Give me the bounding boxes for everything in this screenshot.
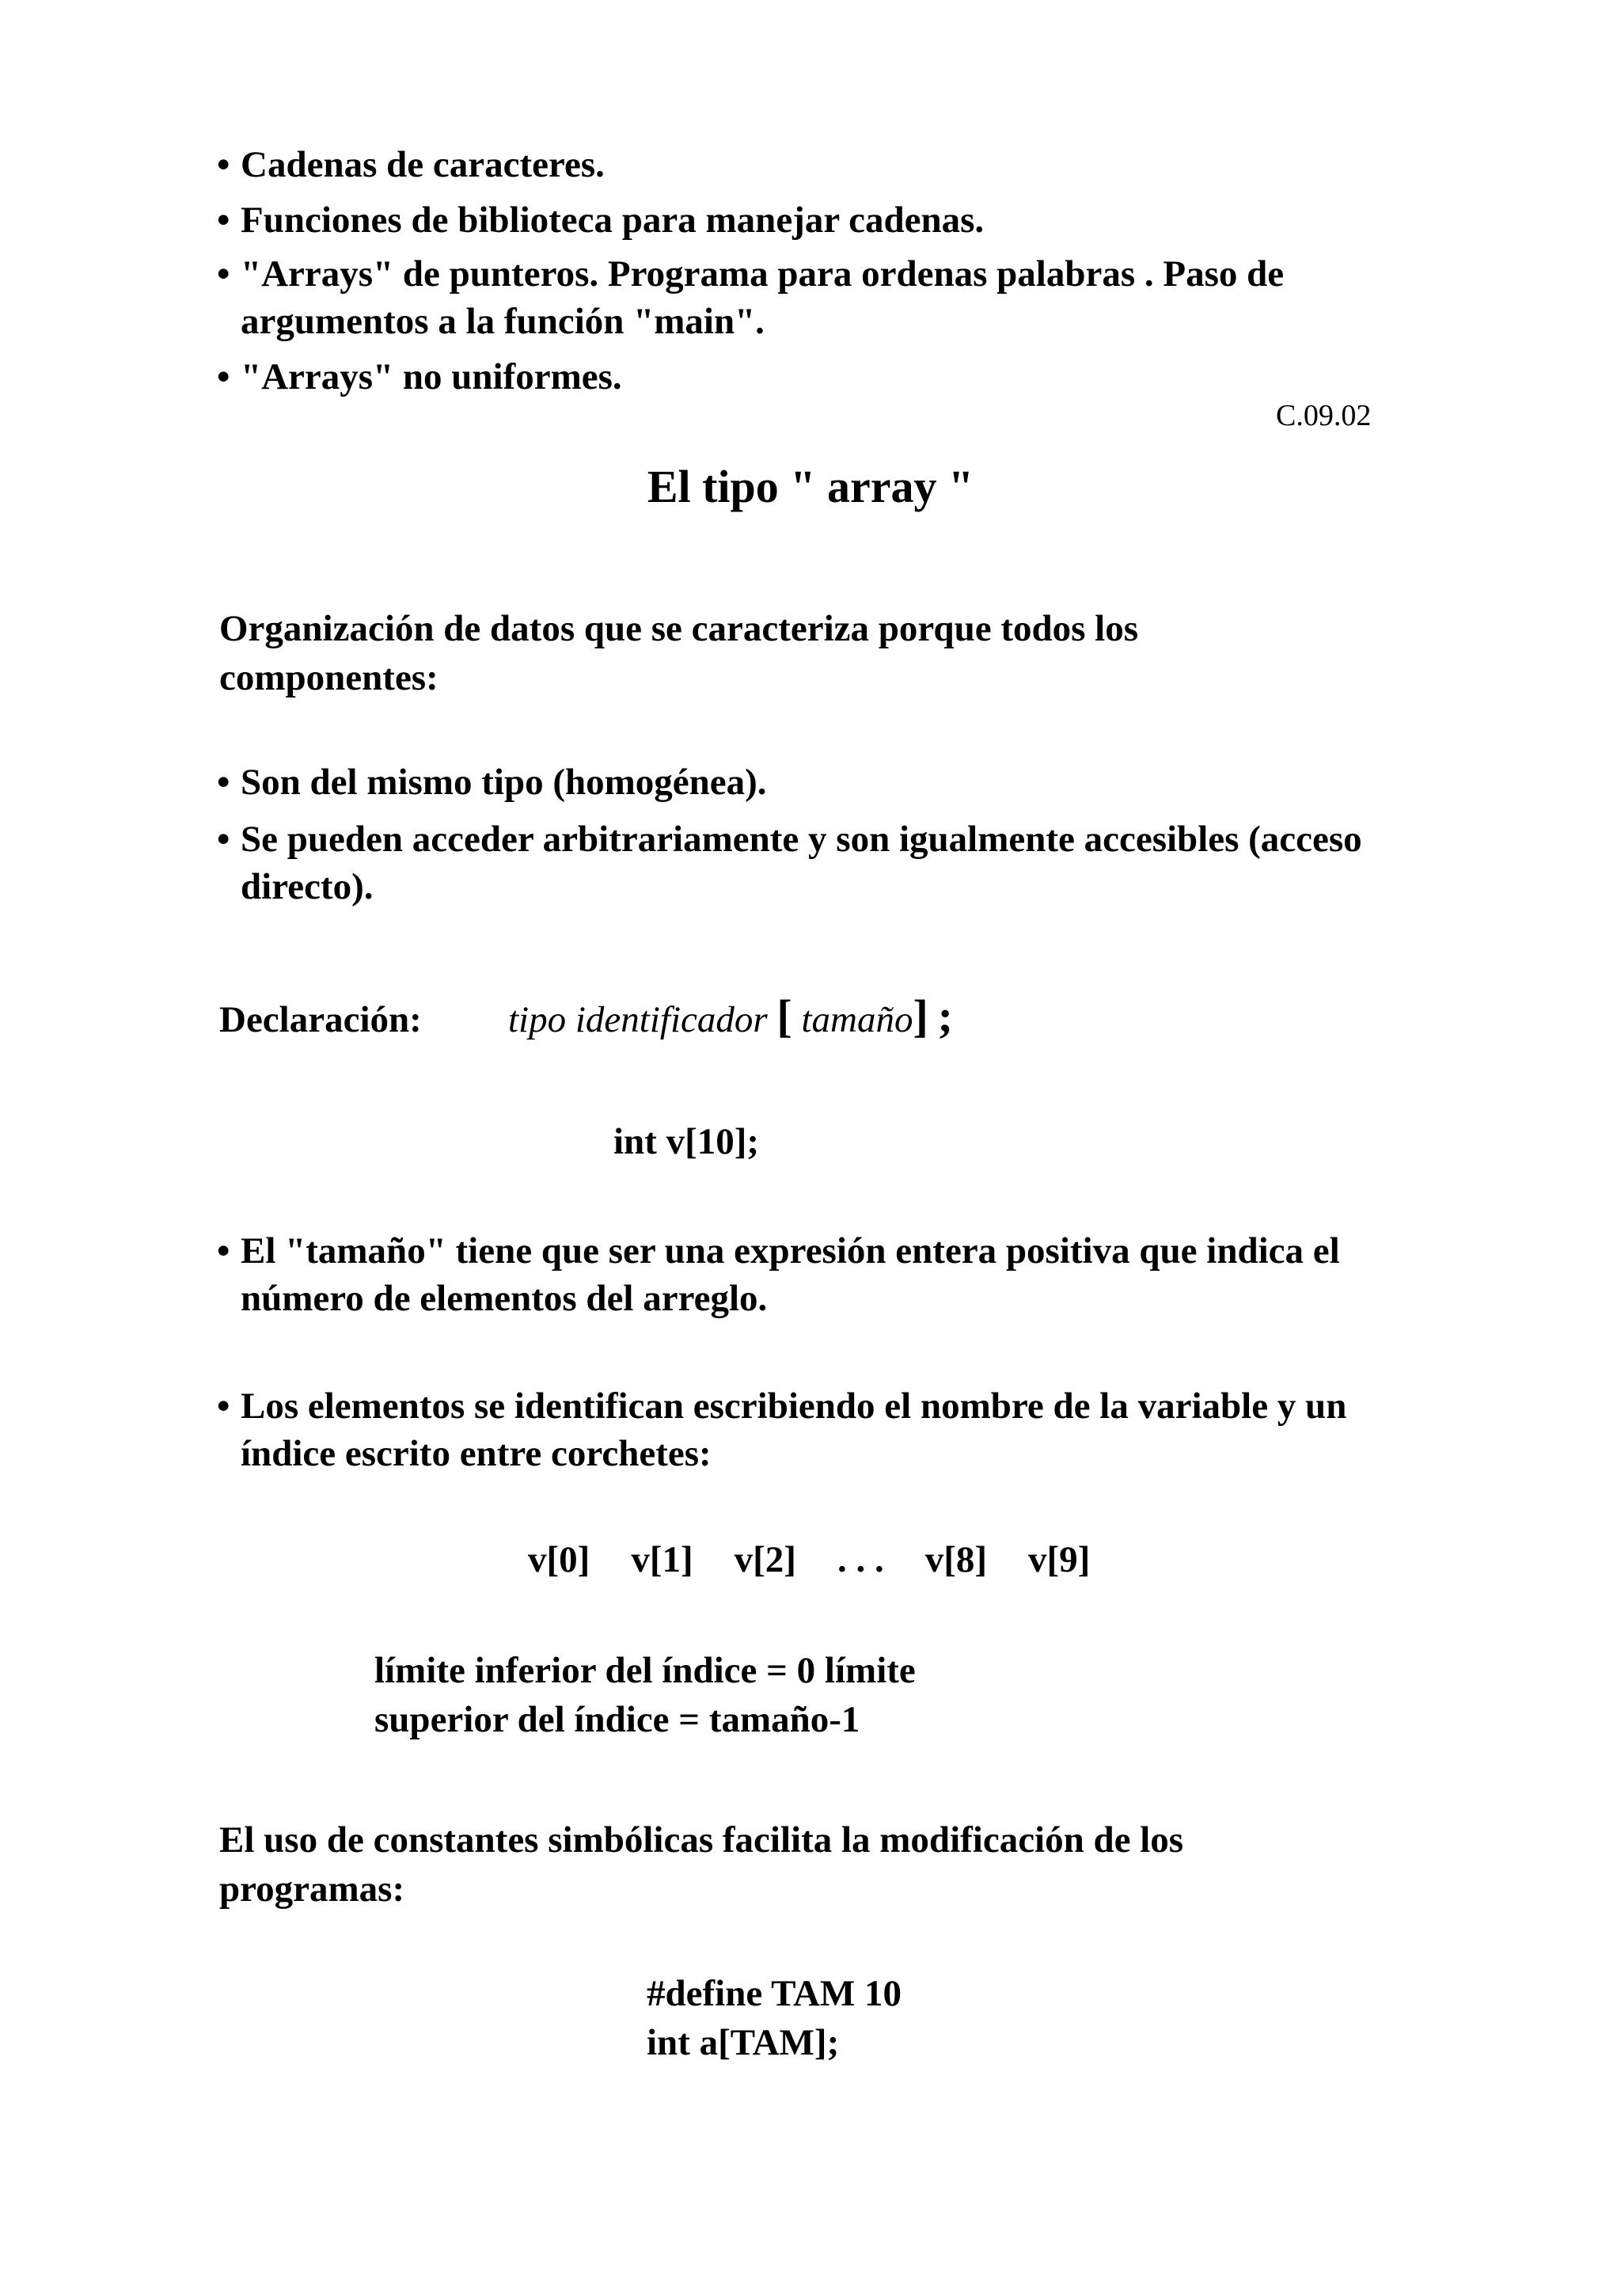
summary-bullet-1 bbox=[217, 141, 605, 188]
note-bullet-text: Los elementos se identifican escribiendo el nombre de la variable y un bbox=[241, 1386, 1347, 1427]
index-elements bbox=[528, 1536, 1090, 1583]
symbolic-line-1: El uso de constantes simbólicas facilita la modificación de los bbox=[219, 1819, 1184, 1861]
index-element: v[1] bbox=[631, 1539, 693, 1580]
declaration-label: Declaración: bbox=[219, 999, 422, 1040]
summary-bullet-3 bbox=[217, 250, 1284, 345]
summary-bullet-text: argumentos a la función "main". bbox=[241, 301, 765, 342]
index-element: v[8] bbox=[924, 1539, 987, 1580]
syntax-type-identifier: tipo identificador bbox=[508, 999, 768, 1040]
summary-bullet-text: "Arrays" no uniformes. bbox=[241, 356, 622, 397]
index-element: v[2] bbox=[734, 1539, 796, 1580]
index-ellipsis: . . . bbox=[837, 1539, 884, 1580]
summary-bullet-2 bbox=[217, 196, 984, 244]
close-bracket: ] bbox=[913, 990, 928, 1042]
code-line-1: #define TAM 10 bbox=[647, 1973, 902, 2014]
bullet-icon: • bbox=[217, 1386, 230, 1427]
intro-line-2: componentes: bbox=[219, 657, 438, 698]
summary-bullet-4 bbox=[217, 353, 622, 401]
property-bullet-1 bbox=[217, 758, 767, 806]
bullet-icon: • bbox=[217, 356, 230, 397]
index-element: v[9] bbox=[1028, 1539, 1091, 1580]
summary-bullet-text: Cadenas de caracteres. bbox=[241, 144, 605, 185]
property-bullet-2 bbox=[217, 815, 1362, 910]
note-bullet-text: El "tamaño" tiene que ser una expresión entera positiva que indica el bbox=[241, 1230, 1340, 1272]
bullet-icon: • bbox=[217, 200, 230, 241]
bullet-icon: • bbox=[217, 144, 230, 185]
limits-line-2: superior del índice = tamaño-1 bbox=[374, 1699, 860, 1740]
symbolic-line-2: programas: bbox=[219, 1868, 405, 1910]
note-bullet-2 bbox=[217, 1382, 1346, 1477]
note-bullet-text: índice escrito entre corchetes: bbox=[241, 1433, 712, 1474]
property-bullet-text: directo). bbox=[241, 866, 374, 907]
summary-bullet-text: "Arrays" de punteros. Programa para ordenas palabras . Paso de bbox=[241, 253, 1285, 295]
semicolon: ; bbox=[937, 990, 953, 1042]
bullet-icon: • bbox=[217, 1230, 230, 1272]
example-declaration: int v[10]; bbox=[613, 1121, 760, 1162]
limits-line-1: límite inferior del índice = 0 límite bbox=[374, 1650, 916, 1691]
declaration-syntax bbox=[219, 991, 953, 1045]
bullet-icon: • bbox=[217, 253, 230, 295]
property-bullet-text: Se pueden acceder arbitrariamente y son igualmente accesibles (acceso bbox=[241, 819, 1362, 860]
index-element: v[0] bbox=[528, 1539, 590, 1580]
summary-bullet-text: Funciones de biblioteca para manejar cadenas. bbox=[241, 200, 985, 241]
note-bullet-text: número de elementos del arreglo. bbox=[241, 1278, 768, 1319]
syntax-size: tamaño bbox=[801, 999, 913, 1040]
note-bullet-1 bbox=[217, 1227, 1340, 1322]
page-title: El tipo " array " bbox=[647, 461, 974, 512]
intro-line-1: Organización de datos que se caracteriza porque todos los bbox=[219, 608, 1139, 649]
bullet-icon: • bbox=[217, 762, 230, 803]
open-bracket: [ bbox=[776, 990, 792, 1042]
property-bullet-text: Son del mismo tipo (homogénea). bbox=[241, 762, 767, 803]
page-code: C.09.02 bbox=[1276, 399, 1372, 432]
bullet-icon: • bbox=[217, 819, 230, 860]
code-line-2: int a[TAM]; bbox=[647, 2022, 840, 2063]
